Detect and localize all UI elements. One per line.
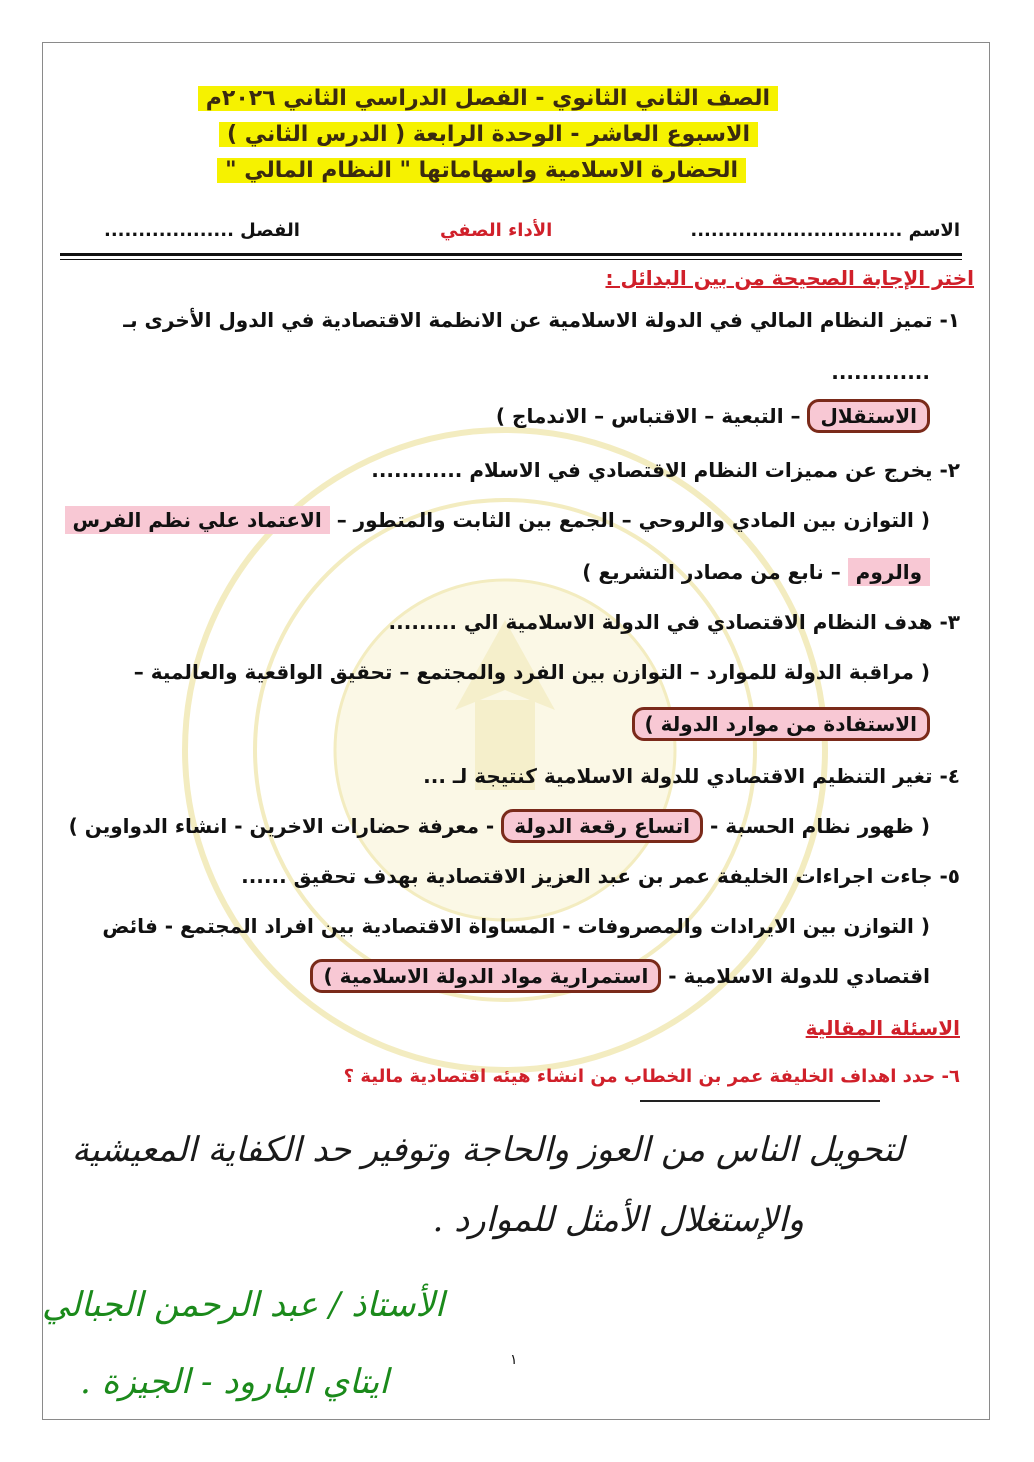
q4-options <box>69 814 930 838</box>
q1-options <box>496 404 930 428</box>
q3-options-line2 <box>632 712 930 736</box>
header-line-2: الاسبوع العاشر - الوحدة الرابعة ( الدرس الثاني ) <box>219 122 758 147</box>
header-line-1: الصف الثاني الثانوي - الفصل الدراسي الثاني ٢٠٢٦م <box>198 86 778 111</box>
q6-underline <box>640 1100 880 1102</box>
q1-answer: الاستقلال <box>807 399 930 433</box>
teacher-signature: الأستاذ / عبد الرحمن الجبالي <box>42 1285 445 1325</box>
q2-other-options-2: – نابع من مصادر التشريع ) <box>582 560 841 584</box>
q1-other-options: – التبعية – الاقتباس – الاندماج ) <box>495 404 801 428</box>
q2-answer-part1: الاعتماد علي نظم الفرس <box>65 506 330 534</box>
q4-answer: اتساع رقعة الدولة <box>501 809 703 843</box>
header-divider-thin <box>60 259 962 260</box>
q6-handwritten-answer-line1: لتحويل الناس من العوز والحاجة وتوفير حد الكفاية المعيشية <box>71 1130 904 1170</box>
q5-options-line1: ( التوازن بين الايرادات والمصروفات - المساواة الاقتصادية بين افراد المجتمع - فائض <box>102 914 930 938</box>
q6-handwritten-answer-line2: والإستغلال الأمثل للموارد . <box>432 1200 804 1240</box>
name-field-label: الاسم ............................... <box>690 220 960 241</box>
q5-options-line2 <box>310 964 930 988</box>
q5-answer: استمرارية مواد الدولة الاسلامية ) <box>310 959 661 993</box>
q6-stem: ٦- حدد اهداف الخليفة عمر بن الخطاب من انشاء هيئه اقتصادية مالية ؟ <box>343 1066 960 1087</box>
q2-options-line2 <box>582 560 930 584</box>
class-field-label: الفصل ................... <box>104 220 300 241</box>
section-mcq-title: اختر الإجابة الصحيحة من بين البدائل : <box>605 266 974 290</box>
q3-answer: الاستفادة من موارد الدولة ) <box>632 707 930 741</box>
q5-other-options: اقتصادي للدولة الاسلامية - <box>668 964 930 988</box>
header-line-3: الحضارة الاسلامية واسهاماتها " النظام المالي " <box>217 158 746 183</box>
q4-stem: ٤- تغير التنظيم الاقتصادي للدولة الاسلامية كنتيجة لـ ... <box>423 764 960 788</box>
section-essay-title: الاسئلة المقالية <box>805 1016 960 1040</box>
q2-other-options: ( التوازن بين المادي والروحي – الجمع بين الثابت والمتطور – <box>336 508 930 532</box>
performance-label: الأداء الصفي <box>440 220 553 241</box>
q1-dots: ............. <box>831 360 930 384</box>
q5-stem: ٥- جاءت اجراءات الخليفة عمر بن عبد العزيز الاقتصادية بهدف تحقيق ...... <box>241 864 960 888</box>
page-number: ١ <box>510 1352 518 1368</box>
q1-stem: ١- تميز النظام المالي في الدولة الاسلامية عن الانظمة الاقتصادية في الدول الأخرى بـ <box>123 308 960 332</box>
q2-stem: ٢- يخرج عن مميزات النظام الاقتصادي في الاسلام ............ <box>371 458 960 482</box>
q2-answer-part2: والروم <box>848 558 930 586</box>
header-divider <box>60 253 962 256</box>
q4-other-options: - معرفة حضارات الاخرين - انشاء الدواوين ) <box>68 814 495 838</box>
q4-option-a: ( ظهور نظام الحسبة - <box>710 814 930 838</box>
q3-options-line1: ( مراقبة الدولة للموارد – التوازن بين الفرد والمجتمع – تحقيق الواقعية والعالمية – <box>133 660 930 684</box>
q2-options-line1 <box>65 508 930 532</box>
teacher-location: ايتاي البارود - الجيزة . <box>80 1362 389 1402</box>
q3-stem: ٣- هدف النظام الاقتصادي في الدولة الاسلامية الي ......... <box>388 610 960 634</box>
